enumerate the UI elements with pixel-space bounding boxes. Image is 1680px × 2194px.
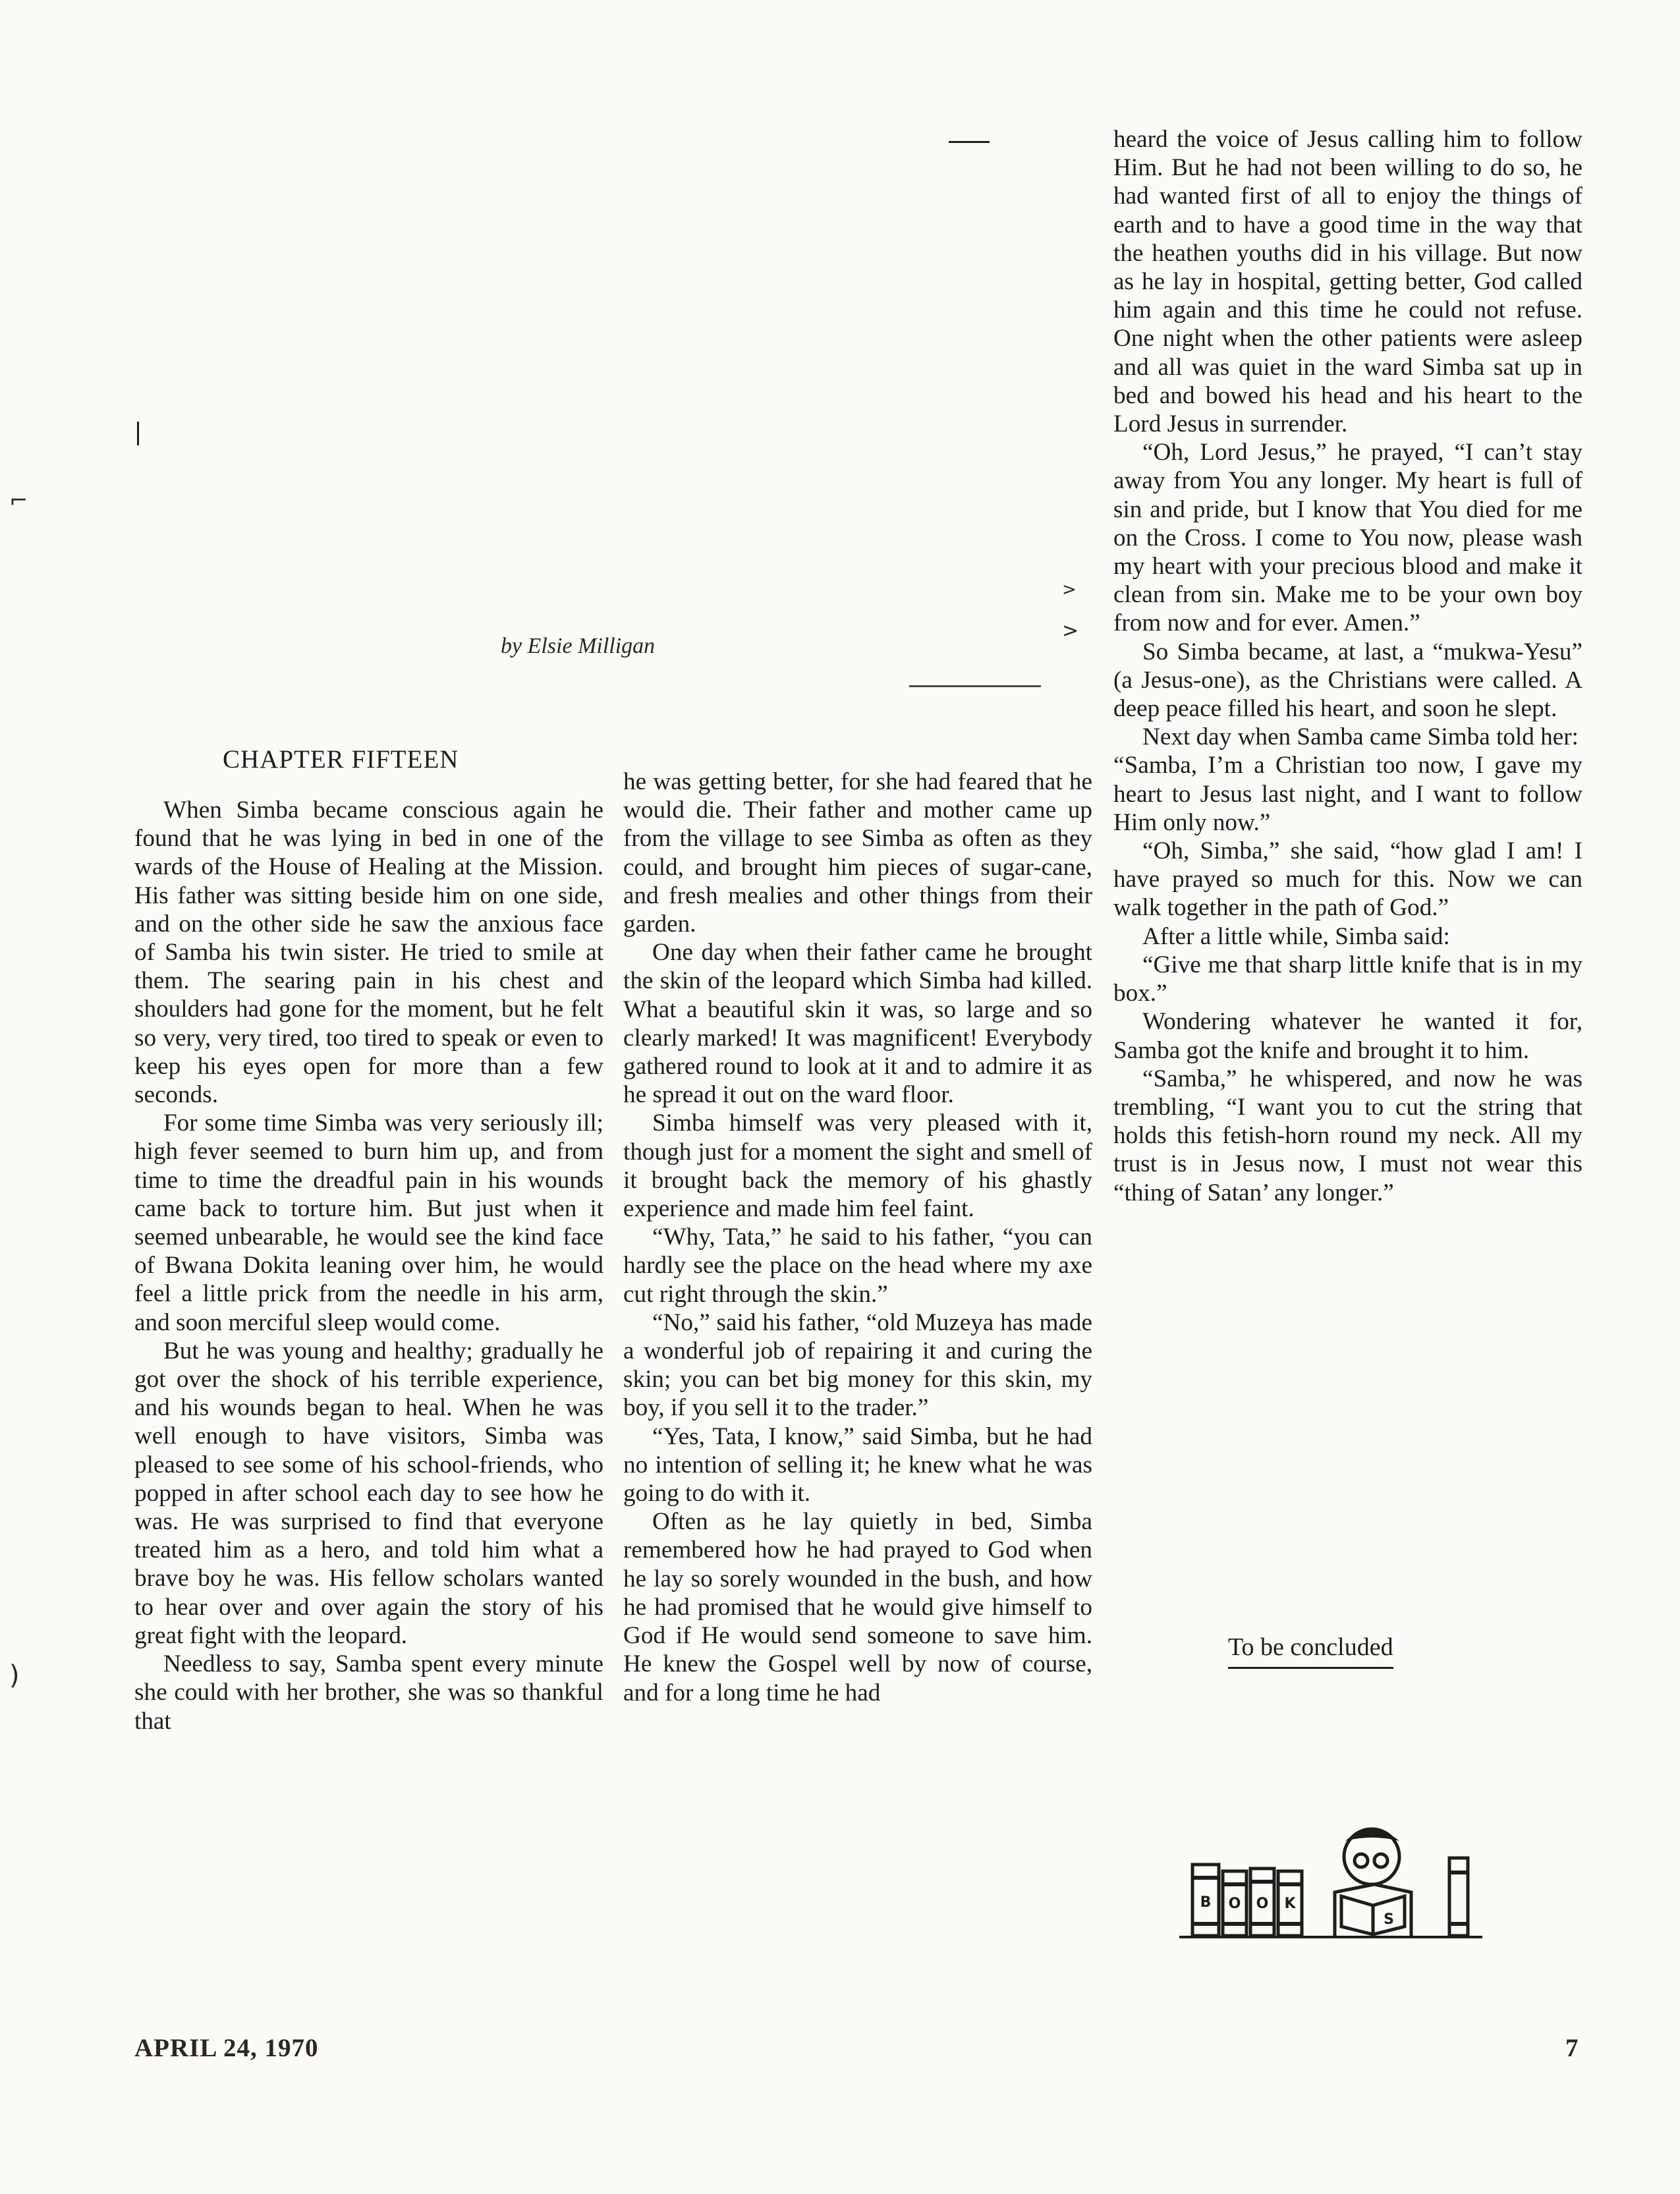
paragraph: “Samba,” he whispered, and now he was trembling, “I want you to cut the string that holds this fetish-horn round my neck. All my trust is in Jesus now, I must not wear this “thing of Satan’ any longer.”: [1113, 1065, 1582, 1206]
paragraph: “Samba, I’m a Christian too now, I gave my heart to Jesus last night, and I want to follow Him only now.”: [1113, 752, 1582, 836]
books-logo: [1179, 1818, 1482, 1950]
chapter-title: CHAPTER FIFTEEN: [223, 745, 459, 774]
paragraph: After a little while, Simba said:: [1142, 922, 1450, 950]
logo-letter: O: [1256, 1896, 1269, 1912]
paragraph: “Yes, Tata, I know,” said Simba, but he had no intention of selling it; he knew what he was going to do with it.: [623, 1422, 1092, 1507]
paragraph: he was getting better, for she had feared that he would die. Their father and mother came up from the village to see Simba as often as they could, and brought him pieces of sugar-cane, and fresh mealies and other things from their garden.: [623, 768, 1092, 938]
paragraph: So Simba became, at last, a “mukwa-Yesu” (a Jesus-one), as the Christians were called. A deep peace filled his heart, and soon he slept.: [1113, 638, 1582, 723]
article-column-1: [134, 796, 603, 1735]
paragraph: “No,” said his father, “old Muzeya has made a wonderful job of repairing it and curing the skin; you can bet big money for this skin, my boy, if you sell it to the trader.”: [623, 1308, 1092, 1422]
page-number: 7: [1565, 2034, 1579, 2062]
books-logo-icon: [1179, 1818, 1482, 1950]
paragraph: “Why, Tata,” he said to his father, “you can hardly see the place on the head where my axe cut right through the skin.”: [623, 1224, 1092, 1308]
paragraph: Needless to say, Samba spent every minute she could with her brother, she was so thankful that: [134, 1650, 603, 1735]
edge-mark: >: [1062, 619, 1079, 642]
logo-letter: B: [1200, 1894, 1212, 1911]
left-edge-mark: [137, 422, 139, 445]
issue-date: APRIL 24, 1970: [134, 2034, 319, 2062]
logo-letter: O: [1228, 1896, 1241, 1912]
paragraph: heard the voice of Jesus calling him to follow Him. But he had not been willing to do so, he had wanted first of all to enjoy the things of earth and to have a good time in the way that the heathen youths did in his village. But now as he lay in hospital, getting better, God called him again and this time he could not refuse. One night when the other patients were asleep and all was quiet in the ward Simba sat up in bed and bowed his head and his heart to the Lord Jesus in surrender.: [1113, 126, 1582, 438]
edge-mark: ⌐: [9, 488, 28, 514]
paragraph: Simba himself was very pleased with it, though just for a moment the sight and smell of it brought back the memory of his ghastly experience and made him feel faint.: [623, 1110, 1092, 1223]
top-dash-rule: [949, 141, 990, 143]
logo-letter: S: [1384, 1911, 1394, 1928]
edge-mark: >: [1062, 580, 1077, 600]
paragraph: “Give me that sharp little knife that is in my box.”: [1113, 951, 1582, 1007]
paragraph: But he was young and healthy; gradually he got over the shock of his terrible experience, and his wounds began to heal. When he was well enough to have visitors, Simba was pleased to see some of his school-friends, who popped in after school each day to see how he was. He was surprised to find that everyone treated him as a hero, and told him what a brave boy he was. His fellow scholars wanted to hear over and over again the story of his great fight with the leopard.: [134, 1337, 603, 1649]
paragraph: For some time Simba was very seriously ill; high fever seemed to burn him up, and from time to time the dreadful pain in his wounds came back to torture him. But just when it seemed unbearable, he would see the kind face of Bwana Dokita leaning over him, he would feel a little prick from the needle in his arm, and soon merciful sleep would come.: [134, 1110, 603, 1336]
paragraph: “Oh, Simba,” she said, “how glad I am! I have prayed so much for this. Now we can walk together in the path of God.”: [1113, 837, 1582, 922]
to-be-concluded-note: To be concluded: [1228, 1633, 1393, 1669]
edge-mark: ): [9, 1660, 20, 1691]
paragraph: Wondering whatever he wanted it for, Samba got the knife and brought it to him.: [1113, 1008, 1582, 1064]
bottom-dash-rule: [909, 685, 1041, 687]
paragraph: “Oh, Lord Jesus,” he prayed, “I can’t stay away from You any longer. My heart is full of sin and pride, but I know that You died for me on the Cross. I come to You now, please wash my heart with your precious blood and make it clean from sin. Make me to be your own boy from now and for ever. Amen.”: [1113, 439, 1582, 637]
article-column-2: [623, 768, 1092, 1707]
paragraph: Often as he lay quietly in bed, Simba remembered how he had prayed to God when he lay so sorely wounded in the bush, and how he had promised that he would give himself to God if He would send someone to save him. He knew the Gospel well by now of course, and for a long time he had: [623, 1508, 1092, 1706]
paragraph: Next day when Samba came Simba told her:: [1142, 723, 1579, 751]
paragraph: When Simba became conscious again he found that he was lying in bed in one of the wards of the House of Healing at the Mission. His father was sitting beside him on one side, and on the other side he saw the anxious face of Samba his twin sister. He tried to smile at them. The searing pain in his chest and shoulders had gone for the moment, but he felt so very, very tired, too tired to speak or even to keep his eyes open for more than a few seconds.: [134, 797, 603, 1109]
paragraph: One day when their father came he brought the skin of the leopard which Simba had killed. What a beautiful skin it was, so large and so clearly marked! It was magnificent! Everybody gathered round to look at it and to admire it as he spread it out on the ward floor.: [623, 939, 1092, 1109]
logo-letter: K: [1284, 1896, 1296, 1912]
byline: by Elsie Milligan: [501, 634, 656, 658]
article-column-3: [1113, 125, 1582, 1207]
